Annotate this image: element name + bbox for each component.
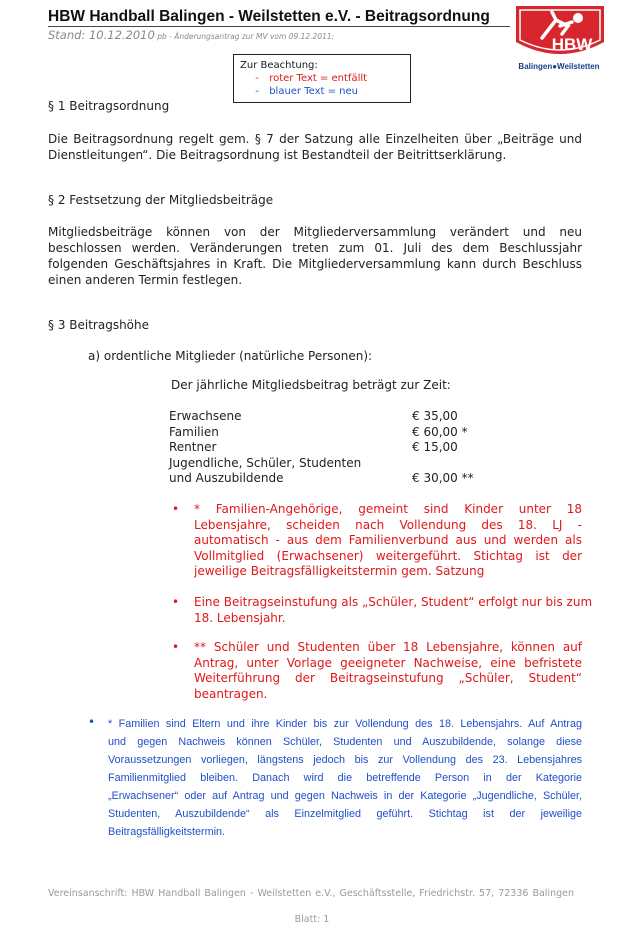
notice-title: Zur Beachtung: [240,60,318,71]
stand-line [48,28,334,42]
paragraph-line: beschlossen werden. Veränderungen treten zum 01. Juli des dem Beschlussjahr [48,241,582,255]
note-line: Familienmitglied bleiben. Danach wird die betreffende Person in der Kategorie [108,772,582,784]
note-line: Antrag, unter Vorlage geeigneter Nachweise, eine befristete [194,655,582,670]
note-line: Eine Beitragseinstufung als „Schüler, Student“ erfolgt nur bis zum [194,595,593,609]
section-2-paragraph [48,224,582,288]
notice-red-row [240,72,404,85]
paragraph-line: Die Beitragsordnung regelt gem. § 7 der Satzung alle Einzelheiten über „Beiträge und [48,132,582,146]
blue-bullet: • [88,715,96,729]
red-note-familien [194,502,582,580]
notice-box [233,54,411,103]
red-bullet: • [172,595,180,609]
note-line: automatisch - aus dem Familienverbund aus und werden als [194,533,582,547]
note-line: Studenten, Auszubildende“ als Einzelmitglied geführt. Stichtag ist der jeweilige [108,808,582,820]
notice-blue-dash: - [255,86,259,97]
section-2-heading: § 2 Festsetzung der Mitgliedsbeiträge [48,193,274,207]
note-line: jeweilige Beitragsfälligkeitstermin gem. Satzung [194,564,485,578]
fee-value-jugendliche: € 30,00 ** [412,471,474,485]
item-a-heading: a) ordentliche Mitglieder (natürliche Personen): [88,349,373,363]
fee-label-erwachsene: Erwachsene [169,409,242,423]
fee-label-jugendliche: Jugendliche, Schüler, Studenten [169,456,362,470]
notice-red-dash: - [255,73,259,84]
title-rule [48,26,510,27]
note-line: * Familien sind Eltern und ihre Kinder bis zur Vollendung des 18. Lebensjahrs. Auf Antrag [108,718,582,730]
section-1-heading: § 1 Beitragsordnung [48,99,170,113]
red-note-schueler [194,595,593,626]
note-line: und gegen Nachweis können Schüler, Studenten und Auszubildende, solange diese [108,736,582,748]
fee-value-rentner: € 15,00 [412,440,458,454]
note-line: beantragen. [194,686,268,701]
stand-date: Stand: 10.12.2010 [48,28,155,42]
fee-label-auszubildende: und Auszubildende [169,471,284,485]
note-line: Beitragsfälligkeitstermin. [108,826,226,838]
stand-note: - Änderungsantrag zur MV vom 09.12.2011: [166,32,335,41]
footer-address: Vereinsanschrift: HBW Handball Balingen - Weilstetten e.V., Geschäftsstelle, Friedrichstr. 57, 72336 Balingen [48,888,574,899]
paragraph-line: Mitgliedsbeiträge können von der Mitgliederversammlung verändert und neu [48,225,582,239]
fee-value-erwachsene: € 35,00 [412,409,458,423]
note-line: 18. Lebensjahr. [194,610,286,625]
logo-ball [573,13,583,23]
note-line: Vollmitglied (Erwachsener) weitergeführt. Stichtag ist der [194,548,582,563]
fee-value-familien: € 60,00 * [412,425,468,439]
red-note-studenten [194,640,582,702]
red-bullet: • [172,502,180,516]
fee-label-rentner: Rentner [169,440,217,454]
note-line: Lebensjahre, scheiden nach Vollendung des 18. LJ - [194,517,582,532]
paragraph-line: folgenden Geschäftsjahres in Kraft. Die Mitgliederversammlung kann durch Beschluss [48,257,582,271]
note-line: Weiterführung der Beitragseinstufung „Schüler, Student“ [194,671,582,685]
notice-blue-row [240,85,404,98]
note-line: Voraussetzungen vorliegen, längstens jedoch bis zur Vollendung des 23. Lebensjahres [108,754,582,766]
blue-note-familien [108,715,582,841]
red-bullet: • [172,640,180,654]
notice-blue-text: blauer Text = neu [269,86,359,97]
section-1-paragraph [48,131,582,163]
logo-caption: Balingen●Weilstetten [518,62,600,71]
logo-text: HBW [551,35,593,54]
stand-author: pb [154,32,167,41]
document-title: HBW Handball Balingen - Weilstetten e.V. - Beitragsordnung [48,8,490,25]
note-line: * Familien-Angehörige, gemeint sind Kinder unter 18 [194,502,582,516]
fee-label-familien: Familien [169,425,219,439]
section-3-heading: § 3 Beitragshöhe [48,318,150,332]
notice-red-text: roter Text = entfällt [269,73,368,84]
note-line: ** Schüler und Studenten über 18 Lebensjahre, können auf [194,640,582,654]
paragraph-line: Dienstleitungen“. Die Beitragsordnung ist Bestandteil der Beitrittserklärung. [48,148,507,162]
paragraph-line: einen anderen Termin festlegen. [48,273,243,287]
page-number: Blatt: 1 [294,914,330,925]
note-line: „Erwachsener“ oder auf Antrag und gegen Nachweis in der Kategorie „Jugendliche, Schüler, [108,790,582,802]
fee-intro: Der jährliche Mitgliedsbeitrag beträgt zur Zeit: [171,378,451,392]
